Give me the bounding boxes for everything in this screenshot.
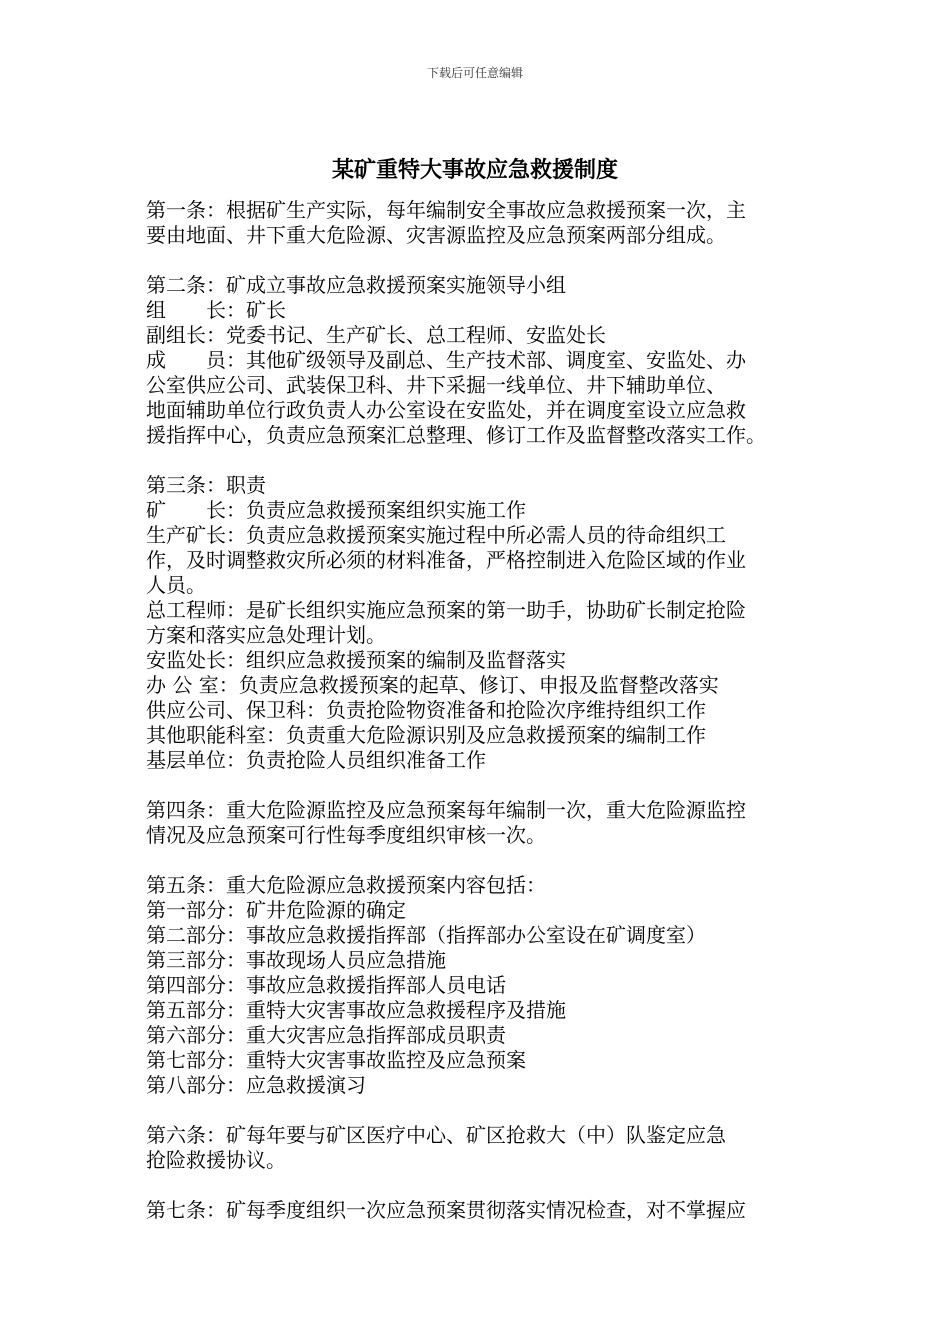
paragraph [146,598,816,648]
text-line: 副组长：党委书记、生产矿长、总工程师、安监处长 [146,323,606,347]
text-line: 第五条：重大危险源应急救援预案内容包括： [146,873,546,897]
document-title: 某矿重特大事故应急救援制度 [331,157,618,183]
text-line: 第五部分：重特大灾害事故应急救援程序及措施 [146,998,566,1022]
text-line: 人员。 [146,573,206,597]
text-line: 安监处长：组织应急救援预案的编制及监督落实 [146,648,566,672]
text-line: 第四条：重大危险源监控及应急预案每年编制一次，重大危险源监控 [146,798,746,822]
paragraph [146,948,816,973]
text-line: 第一条：根据矿生产实际，每年编制安全事故应急救援预案一次，主 [146,198,746,222]
text-line: 方案和落实应急处理计划。 [146,623,386,647]
paragraph [146,273,816,298]
text-line: 抢险救援协议。 [146,1148,286,1172]
text-line: 其他职能科室：负责重大危险源识别及应急救援预案的编制工作 [146,723,706,747]
paragraph [146,923,816,948]
text-line: 组 长：矿长 [146,298,286,322]
text-line: 供应公司、保卫科：负责抢险物资准备和抢险次序维持组织工作 [146,698,706,722]
paragraph [146,798,816,848]
paragraph [146,998,816,1023]
paragraph [146,973,816,998]
paragraph [146,348,816,448]
text-line: 总工程师：是矿长组织实施应急预案的第一助手，协助矿长制定抢险 [146,598,746,622]
paragraph [146,298,816,323]
paragraph [146,1073,816,1098]
document-body [146,198,816,1223]
text-line: 基层单位：负责抢险人员组织准备工作 [146,748,486,772]
text-line: 情况及应急预案可行性每季度组织审核一次。 [146,823,546,847]
paragraph [146,523,816,598]
paragraph [146,1023,816,1048]
paragraph [146,648,816,673]
text-line: 作，及时调整救灾所必须的材料准备，严格控制进入危险区域的作业 [146,548,746,572]
paragraph [146,1123,816,1173]
text-line: 援指挥中心，负责应急预案汇总整理、修订工作及监督整改落实工作。 [146,423,766,447]
text-line: 成 员：其他矿级领导及副总、生产技术部、调度室、安监处、办 [146,348,746,372]
text-line: 第二部分：事故应急救援指挥部（指挥部办公室设在矿调度室） [146,923,706,947]
paragraph [146,1048,816,1073]
paragraph [146,198,816,248]
text-line: 第二条：矿成立事故应急救援预案实施领导小组 [146,273,566,297]
paragraph [146,1198,816,1223]
paragraph [146,698,816,723]
paragraph [146,898,816,923]
text-line: 公室供应公司、武装保卫科、井下采掘一线单位、井下辅助单位、 [146,373,726,397]
paragraph [146,673,816,698]
text-line: 第六条：矿每年要与矿区医疗中心、矿区抢救大（中）队鉴定应急 [146,1123,726,1147]
paragraph [146,723,816,748]
text-line: 要由地面、井下重大危险源、灾害源监控及应急预案两部分组成。 [146,223,726,247]
text-line: 第七条：矿每季度组织一次应急预案贯彻落实情况检查，对不掌握应 [146,1198,746,1222]
paragraph [146,473,816,498]
text-line: 矿 长：负责应急救援预案组织实施工作 [146,498,526,522]
text-line: 办 公 室：负责应急救援预案的起草、修订、申报及监督整改落实 [146,673,719,697]
text-line: 地面辅助单位行政负责人办公室设在安监处，并在调度室设立应急救 [146,398,746,422]
text-line: 生产矿长：负责应急救援预案实施过程中所必需人员的待命组织工 [146,523,726,547]
paragraph [146,498,816,523]
text-line: 第三条：职责 [146,473,266,497]
paragraph [146,323,816,348]
text-line: 第一部分：矿井危险源的确定 [146,898,406,922]
paragraph [146,873,816,898]
header-note: 下载后可任意编辑 [426,66,523,80]
text-line: 第四部分：事故应急救援指挥部人员电话 [146,973,506,997]
text-line: 第三部分：事故现场人员应急措施 [146,948,446,972]
paragraph [146,748,816,773]
text-line: 第六部分：重大灾害应急指挥部成员职责 [146,1023,506,1047]
text-line: 第七部分：重特大灾害事故监控及应急预案 [146,1048,526,1072]
text-line: 第八部分：应急救援演习 [146,1073,366,1097]
